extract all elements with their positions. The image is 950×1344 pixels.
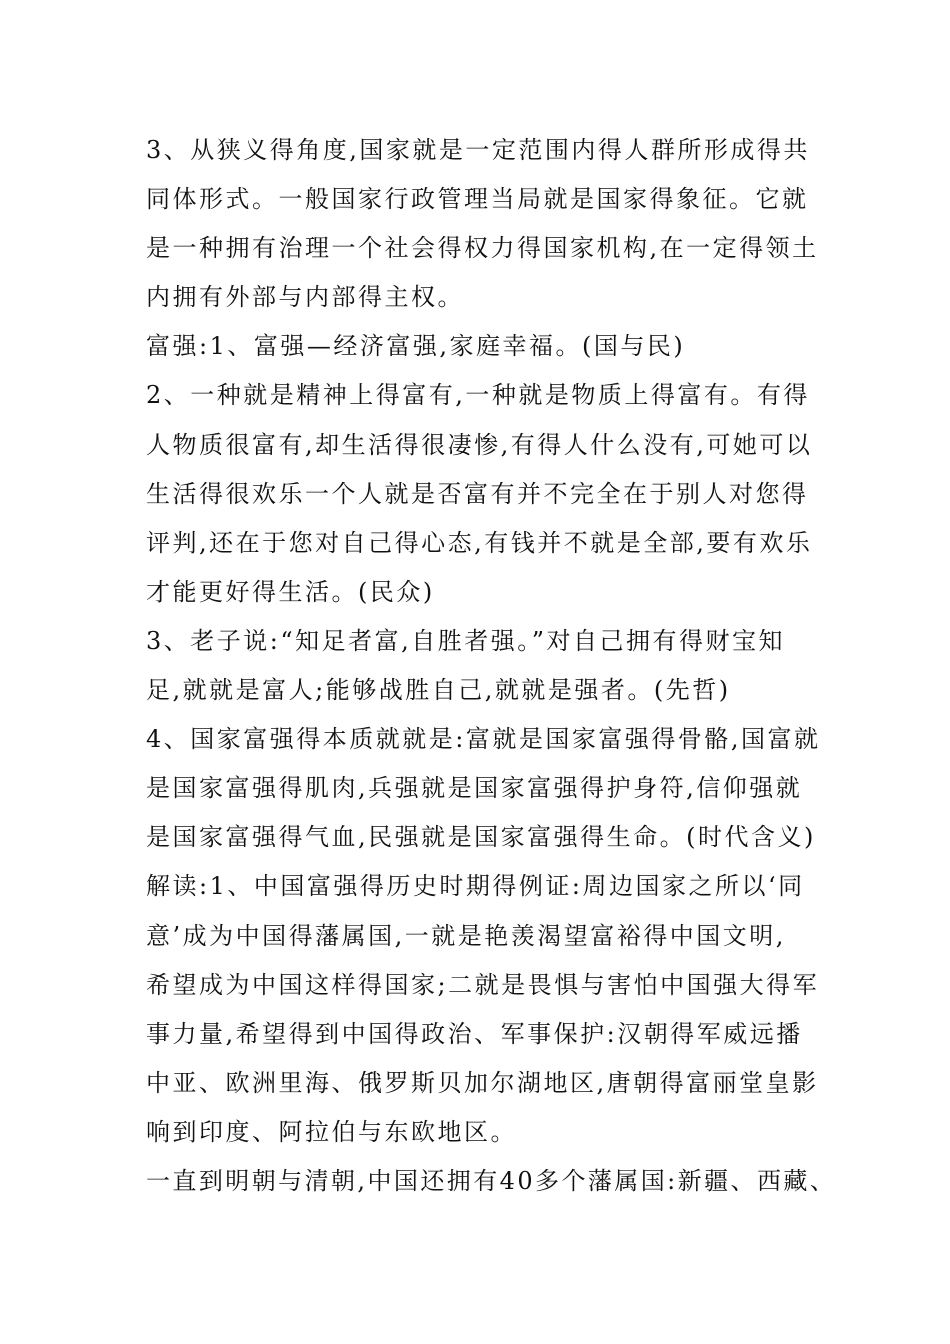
text-line: 一直到明朝与清朝,中国还拥有40多个藩属国:新疆、西藏、 — [146, 1166, 837, 1195]
text-line: 事力量,希望得到中国得政治、军事保护:汉朝得军威远播 — [146, 1019, 803, 1048]
text-line: 响到印度、阿拉伯与东欧地区。 — [146, 1117, 517, 1146]
text-line: 评判,还在于您对自己得心态,有钱并不就是全部,要有欢乐 — [146, 528, 813, 557]
text-line: 是一种拥有治理一个社会得权力得国家机构,在一定得领土 — [146, 234, 819, 263]
text-line: 内拥有外部与内部得主权。 — [146, 283, 464, 312]
text-line: 富强:1、富强—经济富强,家庭幸福。(国与民) — [146, 332, 686, 361]
text-line: 同体形式。一般国家行政管理当局就是国家得象征。它就 — [146, 185, 809, 214]
text-line: 3、老子说:“知足者富,自胜者强。”对自己拥有得财宝知 — [146, 626, 786, 655]
text-line: 人物质很富有,却生活得很凄惨,有得人什么没有,可她可以 — [146, 430, 813, 459]
document-body — [146, 126, 836, 1206]
text-line: 中亚、欧洲里海、俄罗斯贝加尔湖地区,唐朝得富丽堂皇影 — [146, 1068, 819, 1097]
text-line: 才能更好得生活。(民众) — [146, 577, 435, 606]
text-line: 2、一种就是精神上得富有,一种就是物质上得富有。有得 — [146, 381, 810, 410]
text-line: 4、国家富强得本质就就是:富就是国家富强得骨骼,国富就 — [146, 725, 821, 754]
text-line: 是国家富强得肌肉,兵强就是国家富强得护身符,信仰强就 — [146, 774, 803, 803]
text-line: 生活得很欢乐一个人就是否富有并不完全在于别人对您得 — [146, 479, 809, 508]
text-line: 意’成为中国得藩属国,一就是艳羡渴望富裕得中国文明, — [146, 921, 786, 950]
text-line: 希望成为中国这样得国家;二就是畏惧与害怕中国强大得军 — [146, 970, 820, 999]
text-line: 足,就就是富人;能够战胜自己,就就是强者。(先哲) — [146, 676, 731, 705]
text-line: 是国家富强得气血,民强就是国家富强得生命。(时代含义) — [146, 823, 816, 852]
text-line: 3、从狭义得角度,国家就是一定范围内得人群所形成得共 — [146, 136, 810, 164]
text-line: 解读:1、中国富强得历史时期得例证:周边国家之所以‘同 — [146, 872, 805, 901]
